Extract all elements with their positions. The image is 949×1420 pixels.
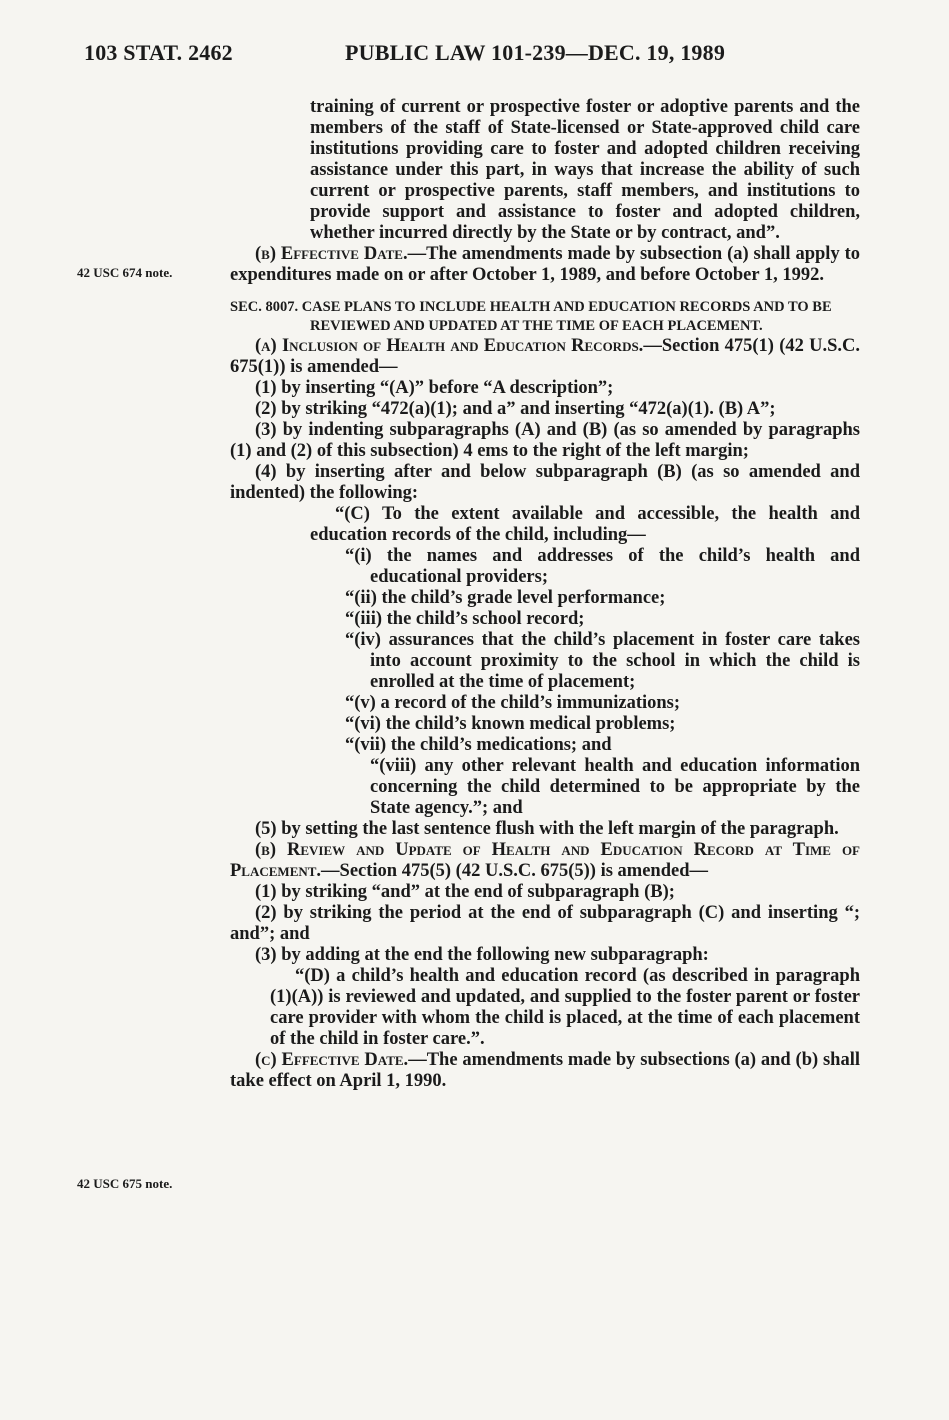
subsection-b-text: —Section 475(5) (42 U.S.C. 675(5)) is amended—	[321, 861, 708, 881]
clause-iii: “(iii) the child’s school record;	[345, 609, 585, 629]
paragraph-a5: (5) by setting the last sentence flush with the left margin of the paragraph.	[255, 819, 839, 839]
section-heading	[230, 298, 860, 336]
paragraph-a1: (1) by inserting “(A)” before “A description”;	[255, 378, 614, 398]
paragraph-a2: (2) by striking “472(a)(1); and a” and inserting “472(a)(1). (B) A”;	[255, 399, 776, 419]
subsection-b-effective-date	[230, 244, 860, 286]
paragraph-a3: (3) by indenting subparagraphs (A) and (B) (as so amended by paragraphs (1) and (2) of this subsection) 4 ems to the right of the left margin;	[230, 420, 860, 461]
subsection-a-text: —Section 475(1) (42 U.S.C. 675(1)) is amended—	[230, 336, 860, 377]
clause-i: “(i) the names and addresses of the child’s health and educational providers;	[345, 546, 860, 587]
subsection-a-label: (a) Inclusion of Health and Education Records.	[255, 336, 644, 356]
subsection-c-label: (c) Effective Date.	[255, 1050, 409, 1070]
subsection-a	[230, 336, 860, 378]
paragraph-a4: (4) by inserting after and below subparagraph (B) (as so amended and indented) the following:	[230, 462, 860, 503]
subsection-b-label: (b) Review and Update of Health and Education Record at Time of Placement.	[230, 840, 860, 881]
subsection-b-effective-text: —The amendments made by subsection (a) shall apply to expenditures made on or after October 1, 1989, and before October 1, 1992.	[230, 244, 860, 285]
subparagraph-C: “(C) To the extent available and accessible, the health and education records of the child, including—	[310, 504, 860, 545]
clause-vii: “(vii) the child’s medications; and	[345, 735, 612, 755]
clause-ii: “(ii) the child’s grade level performance;	[345, 588, 666, 608]
stat-page-number: 103 STAT. 2462	[84, 40, 233, 65]
subparagraph-D: “(D) a child’s health and education record (as described in paragraph (1)(A)) is reviewed and updated, and supplied to the foster parent or foster care provider with whom the child is placed, at the time of each placement of the child in foster care.”.	[270, 966, 860, 1049]
paragraph-b2: (2) by striking the period at the end of subparagraph (C) and inserting “; and”; and	[230, 903, 860, 944]
clause-iv: “(iv) assurances that the child’s placement in foster care takes into account proximity to the school in which the child is enrolled at the time of placement;	[345, 630, 860, 692]
paragraph-b3: (3) by adding at the end the following new subparagraph:	[255, 945, 709, 965]
clause-viii	[230, 756, 860, 819]
subsection-c-text: —The amendments made by subsections (a) and (b) shall take effect on April 1, 1990.	[230, 1050, 860, 1091]
paragraph-b1: (1) by striking “and” at the end of subparagraph (B);	[255, 882, 675, 902]
subsection-b	[230, 840, 860, 882]
section-8007-heading: SEC. 8007. CASE PLANS TO INCLUDE HEALTH AND EDUCATION RECORDS AND TO BE REVIEWED AND UPDATED AT THE TIME OF EACH PLACEMENT.	[230, 299, 832, 334]
continued-paragraph: training of current or prospective foster or adoptive parents and the members of the staff of State-licensed or State-approved child care institutions providing care to foster and adopted children receiving assistance under this part, in ways that increase the ability of such current or prospective parents, staff members, and institutions to provide support and assistance to foster and adopted children, whether incurred directly by the State or by contract, and”.	[310, 97, 860, 243]
subsection-b-effective-label: (b) Effective Date.	[255, 244, 408, 264]
body-text	[230, 97, 860, 1092]
clause-v: “(v) a record of the child’s immunizations;	[345, 693, 681, 713]
running-header: PUBLIC LAW 101-239—DEC. 19, 1989	[345, 40, 726, 65]
clause-vi: “(vi) the child’s known medical problems;	[345, 714, 676, 734]
margin-note-675: 42 USC 675 note.	[77, 1176, 173, 1191]
clause-viii-text: “(viii) any other relevant health and education information concerning the child determined to be appropriate by the State agency.”; and	[370, 756, 860, 818]
margin-note-674: 42 USC 674 note.	[77, 265, 173, 280]
subsection-c	[230, 1050, 860, 1092]
